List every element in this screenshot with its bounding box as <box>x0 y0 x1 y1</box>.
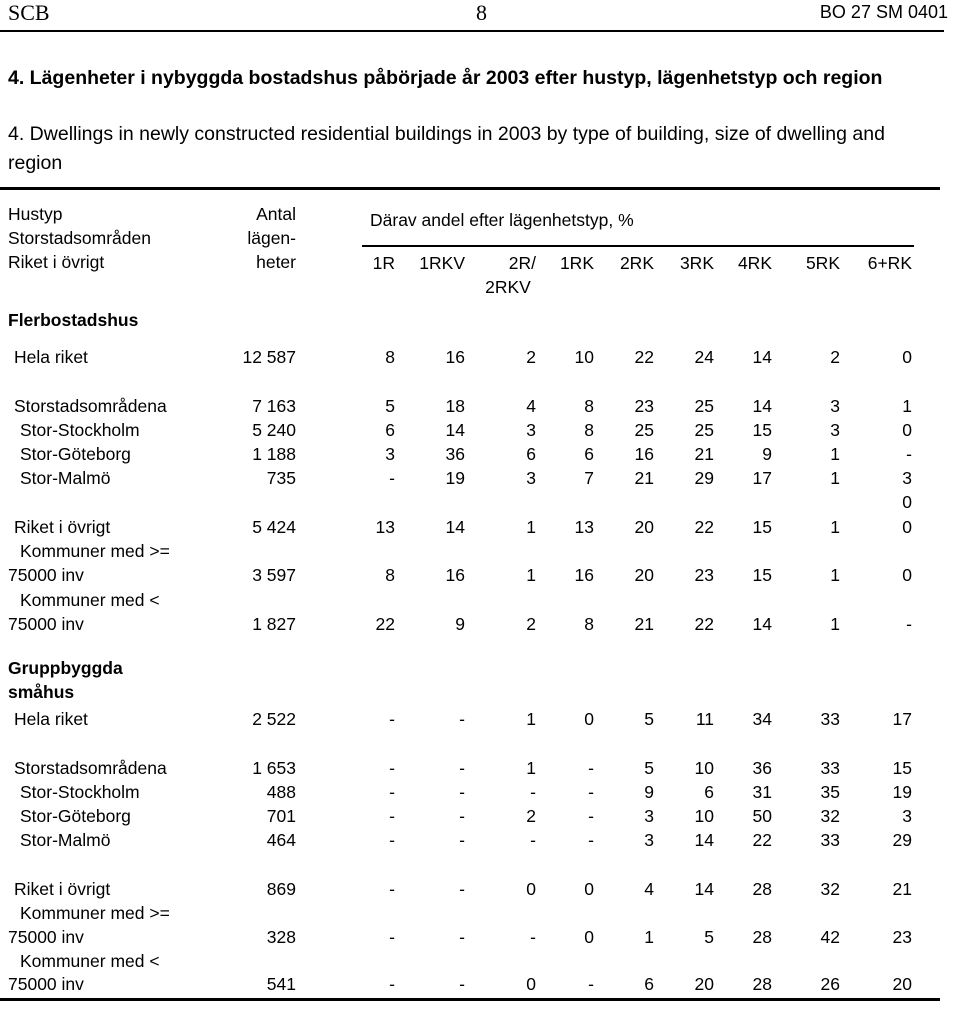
share-value: 42 <box>820 927 840 947</box>
section-title: Flerbostadshus <box>8 310 139 330</box>
row-label-line1: Kommuner med >= <box>20 541 170 561</box>
share-value: 1 <box>830 565 840 585</box>
share-value: - <box>906 614 912 634</box>
share-value: 1 <box>526 517 536 537</box>
dwelling-count: 5 424 <box>252 517 296 537</box>
stub-header <box>8 202 151 274</box>
share-value: 19 <box>892 782 912 802</box>
share-value: - <box>389 782 395 802</box>
stub-header-line2: Storstadsområden <box>8 228 151 248</box>
share-value: - <box>459 927 465 947</box>
share-value: 8 <box>584 396 594 416</box>
share-value: 3 <box>902 468 912 488</box>
share-value: 16 <box>634 444 654 464</box>
share-value: - <box>588 782 594 802</box>
share-value: 21 <box>634 614 654 634</box>
share-value: 15 <box>752 565 772 585</box>
share-value: 20 <box>694 974 714 994</box>
dwelling-count: 5 240 <box>252 420 296 440</box>
share-value: 19 <box>445 468 465 488</box>
row-label-line1: Kommuner med < <box>20 590 160 610</box>
share-value: 22 <box>634 347 654 367</box>
section-title-line1: Gruppbyggda <box>8 658 123 678</box>
share-value: 20 <box>634 565 654 585</box>
share-value: 6 <box>584 444 594 464</box>
dwelling-count: 488 <box>266 782 296 802</box>
dwelling-count: 464 <box>266 830 296 850</box>
share-value: 3 <box>902 806 912 826</box>
share-value: 1 <box>526 565 536 585</box>
share-value: 13 <box>375 517 395 537</box>
share-value: 1 <box>830 517 840 537</box>
type-header: 5RK <box>805 253 840 273</box>
share-value: 23 <box>694 565 714 585</box>
span-header-rule <box>362 245 914 247</box>
share-value: 21 <box>634 468 654 488</box>
page-number: 8 <box>476 0 487 25</box>
type-header: 1R <box>372 253 395 273</box>
stub-header-line3: Riket i övrigt <box>8 252 105 272</box>
share-value: - <box>459 806 465 826</box>
dwelling-count: 3 597 <box>252 565 296 585</box>
share-value: - <box>588 758 594 778</box>
share-value: 16 <box>445 347 465 367</box>
count-header-line3: heter <box>256 252 296 272</box>
share-value: 1 <box>526 709 536 729</box>
share-value: - <box>389 974 395 994</box>
share-value: 3 <box>644 806 654 826</box>
share-value: 14 <box>694 879 714 899</box>
row-label-line2: 75000 inv <box>8 974 84 994</box>
row-label-line1: Kommuner med < <box>20 951 160 971</box>
share-value: 25 <box>694 420 714 440</box>
type-header: 2RK <box>619 253 654 273</box>
share-value: - <box>389 468 395 488</box>
share-value: 22 <box>375 614 395 634</box>
share-value: 25 <box>694 396 714 416</box>
share-value: 3 <box>830 396 840 416</box>
share-value: 35 <box>820 782 840 802</box>
share-value: - <box>459 879 465 899</box>
row-label: Stor-Malmö <box>20 468 111 488</box>
share-value: 21 <box>694 444 714 464</box>
share-value: 20 <box>634 517 654 537</box>
dwelling-count: 2 522 <box>252 709 296 729</box>
row-label: Storstadsområdena <box>14 758 167 778</box>
share-value: 0 <box>584 927 594 947</box>
share-value: 8 <box>584 614 594 634</box>
share-value: 15 <box>892 758 912 778</box>
type-header: 3RK <box>679 253 714 273</box>
share-value: 0 <box>526 879 536 899</box>
share-value: 28 <box>752 927 772 947</box>
count-header-line2: lägen- <box>247 228 296 248</box>
table-title-swedish: 4. Lägenheter i nybyggda bostadshus påbörjade år 2003 efter hustyp, lägenhetstyp och region <box>8 67 883 89</box>
row-label-line1: Kommuner med >= <box>20 903 170 923</box>
share-value: 3 <box>644 830 654 850</box>
share-value-overflow: 0 <box>902 492 912 512</box>
share-value: 1 <box>830 444 840 464</box>
share-value: 1 <box>644 927 654 947</box>
share-value: 14 <box>445 517 465 537</box>
share-value: 23 <box>634 396 654 416</box>
table-bottom-rule <box>0 998 940 1001</box>
page-header-left: SCB <box>8 0 50 25</box>
share-value: 14 <box>752 614 772 634</box>
type-header-2rkv: 2RKV <box>485 277 531 297</box>
share-value: - <box>389 830 395 850</box>
share-value: 10 <box>694 806 714 826</box>
dwelling-count: 1 827 <box>252 614 296 634</box>
share-value: - <box>459 758 465 778</box>
share-value: 15 <box>752 517 772 537</box>
share-value: 1 <box>902 396 912 416</box>
row-label: Hela riket <box>14 709 88 729</box>
count-header <box>230 202 296 274</box>
share-value: 9 <box>455 614 465 634</box>
type-header: 1RKV <box>419 253 465 273</box>
share-value: 11 <box>695 709 714 729</box>
dwelling-count: 328 <box>266 927 296 947</box>
share-value: 5 <box>704 927 714 947</box>
type-header: 2R/ <box>508 253 536 273</box>
share-value: 32 <box>820 879 840 899</box>
row-label: Stor-Stockholm <box>20 420 140 440</box>
share-value: 7 <box>584 468 594 488</box>
share-value: - <box>459 709 465 729</box>
share-value: 3 <box>526 468 536 488</box>
row-label: Stor-Göteborg <box>20 806 131 826</box>
share-value: 28 <box>752 879 772 899</box>
share-value: 24 <box>694 347 714 367</box>
dwelling-count: 1 188 <box>252 444 296 464</box>
share-value: 0 <box>902 347 912 367</box>
share-value: 9 <box>762 444 772 464</box>
row-label: Riket i övrigt <box>14 517 111 537</box>
share-value: 14 <box>445 420 465 440</box>
share-value: 1 <box>526 758 536 778</box>
type-header: 1RK <box>559 253 594 273</box>
header-rule <box>0 30 944 32</box>
share-value: 20 <box>892 974 912 994</box>
share-value: 22 <box>694 517 714 537</box>
share-value: 0 <box>902 420 912 440</box>
table-top-rule <box>0 187 940 190</box>
report-code: BO 27 SM 0401 <box>819 2 948 22</box>
row-label-line2: 75000 inv <box>8 927 84 947</box>
share-value: 9 <box>644 782 654 802</box>
share-value: 5 <box>644 758 654 778</box>
share-value: 0 <box>902 517 912 537</box>
share-value: 5 <box>644 709 654 729</box>
share-value: - <box>459 830 465 850</box>
share-value: 8 <box>385 347 395 367</box>
share-value: 14 <box>694 830 714 850</box>
share-value: 17 <box>752 468 772 488</box>
share-value: - <box>389 806 395 826</box>
dwelling-count: 869 <box>266 879 296 899</box>
share-value: 31 <box>752 782 772 802</box>
share-value: 10 <box>574 347 594 367</box>
row-label: Riket i övrigt <box>14 879 111 899</box>
table-title-english: 4. Dwellings in newly constructed residential buildings in 2003 by type of building, size of dwelling and region <box>8 123 885 174</box>
row-label-line2: 75000 inv <box>8 614 84 634</box>
share-value: - <box>389 879 395 899</box>
share-value: 32 <box>820 806 840 826</box>
share-value: 2 <box>526 347 536 367</box>
share-value: 16 <box>574 565 594 585</box>
dwelling-count: 541 <box>266 974 296 994</box>
dwelling-count: 12 587 <box>242 347 296 367</box>
share-value: 4 <box>526 396 536 416</box>
span-header: Därav andel efter lägenhetstyp, % <box>370 210 634 230</box>
share-value: - <box>389 758 395 778</box>
share-value: - <box>530 830 536 850</box>
share-value: 3 <box>830 420 840 440</box>
share-value: 14 <box>752 347 772 367</box>
share-value: 6 <box>385 420 395 440</box>
share-value: - <box>588 830 594 850</box>
share-value: 29 <box>694 468 714 488</box>
share-value: 2 <box>526 614 536 634</box>
share-value: 15 <box>752 420 772 440</box>
section-title-line2: småhus <box>8 682 75 702</box>
share-value: 22 <box>694 614 714 634</box>
share-value: 0 <box>526 974 536 994</box>
share-value: 13 <box>574 517 594 537</box>
share-value: 6 <box>644 974 654 994</box>
share-value: 4 <box>644 879 654 899</box>
share-value: 14 <box>752 396 772 416</box>
share-value: 3 <box>526 420 536 440</box>
share-value: - <box>389 709 395 729</box>
share-value: 8 <box>385 565 395 585</box>
share-value: 36 <box>445 444 465 464</box>
type-header: 6+RK <box>867 253 912 273</box>
share-value: - <box>459 782 465 802</box>
share-value: - <box>389 927 395 947</box>
share-value: - <box>906 444 912 464</box>
share-value: 29 <box>892 830 912 850</box>
stub-header-line1: Hustyp <box>8 204 63 224</box>
row-label: Stor-Stockholm <box>20 782 140 802</box>
share-value: 0 <box>584 709 594 729</box>
share-value: 26 <box>820 974 840 994</box>
share-value: - <box>588 806 594 826</box>
count-header-line1: Antal <box>256 204 296 224</box>
share-value: - <box>459 974 465 994</box>
share-value: 34 <box>752 709 772 729</box>
dwelling-count: 701 <box>266 806 296 826</box>
share-value: 33 <box>820 709 840 729</box>
row-label: Stor-Göteborg <box>20 444 131 464</box>
share-value: 33 <box>820 830 840 850</box>
share-value: 28 <box>752 974 772 994</box>
share-value: 0 <box>902 565 912 585</box>
share-value: 8 <box>584 420 594 440</box>
row-label: Storstadsområdena <box>14 396 167 416</box>
share-value: 17 <box>892 709 912 729</box>
share-value: 33 <box>820 758 840 778</box>
dwelling-count: 7 163 <box>252 396 296 416</box>
share-value: 18 <box>445 396 465 416</box>
share-value: 5 <box>385 396 395 416</box>
row-label: Stor-Malmö <box>20 830 111 850</box>
row-label-line2: 75000 inv <box>8 565 84 585</box>
share-value: 2 <box>526 806 536 826</box>
dwelling-count: 1 653 <box>252 758 296 778</box>
type-header: 4RK <box>737 253 772 273</box>
share-value: - <box>588 974 594 994</box>
share-value: 50 <box>752 806 772 826</box>
share-value: 36 <box>752 758 772 778</box>
share-value: - <box>530 927 536 947</box>
share-value: 1 <box>830 614 840 634</box>
share-value: 0 <box>584 879 594 899</box>
share-value: 1 <box>830 468 840 488</box>
share-value: 16 <box>445 565 465 585</box>
share-value: 23 <box>892 927 912 947</box>
dwelling-count: 735 <box>266 468 296 488</box>
share-value: 25 <box>634 420 654 440</box>
share-value: 22 <box>752 830 772 850</box>
share-value: 2 <box>830 347 840 367</box>
row-label: Hela riket <box>14 347 88 367</box>
share-value: 6 <box>704 782 714 802</box>
share-value: 10 <box>694 758 714 778</box>
share-value: 3 <box>385 444 395 464</box>
share-value: - <box>530 782 536 802</box>
share-value: 21 <box>892 879 912 899</box>
share-value: 6 <box>526 444 536 464</box>
